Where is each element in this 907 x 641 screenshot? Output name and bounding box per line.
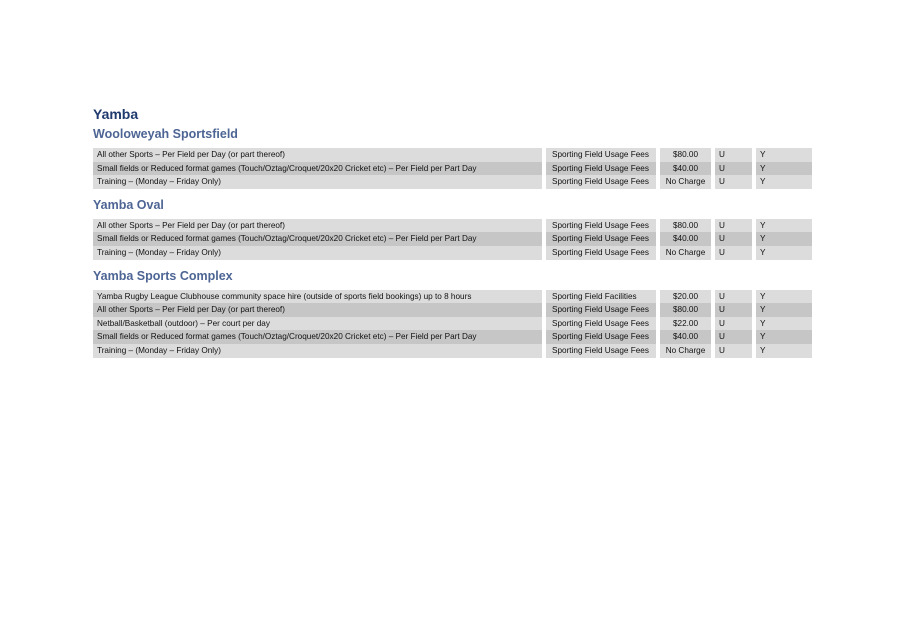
fee-code-y: Y (756, 317, 812, 331)
fee-description: Training – (Monday – Friday Only) (93, 175, 542, 189)
fee-code-u: U (715, 246, 752, 260)
fee-code-u: U (715, 303, 752, 317)
fee-code-u: U (715, 290, 752, 304)
fee-description: All other Sports – Per Field per Day (or part thereof) (93, 303, 542, 317)
fee-code-y: Y (756, 344, 812, 358)
fee-amount: $20.00 (660, 290, 711, 304)
fee-description: Small fields or Reduced format games (Touch/Oztag/Croquet/20x20 Cricket etc) – Per Field per Part Day (93, 162, 542, 176)
fee-category: Sporting Field Usage Fees (546, 344, 656, 358)
fee-category: Sporting Field Usage Fees (546, 219, 656, 233)
fee-code-y: Y (756, 232, 812, 246)
fee-amount: $40.00 (660, 330, 711, 344)
fee-description: Training – (Monday – Friday Only) (93, 344, 542, 358)
fee-category: Sporting Field Usage Fees (546, 232, 656, 246)
fee-code-y: Y (756, 219, 812, 233)
fee-code-y: Y (756, 162, 812, 176)
fee-amount: $80.00 (660, 219, 711, 233)
fee-table (89, 290, 816, 358)
table-row (93, 303, 812, 317)
fee-category: Sporting Field Usage Fees (546, 317, 656, 331)
fee-description: Small fields or Reduced format games (Touch/Oztag/Croquet/20x20 Cricket etc) – Per Field per Part Day (93, 330, 542, 344)
fee-code-u: U (715, 219, 752, 233)
fee-category: Sporting Field Facilities (546, 290, 656, 304)
fee-code-y: Y (756, 303, 812, 317)
table-row (93, 317, 812, 331)
table-row (93, 330, 812, 344)
fee-code-y: Y (756, 330, 812, 344)
fee-amount: $40.00 (660, 162, 711, 176)
fee-code-u: U (715, 317, 752, 331)
fee-code-y: Y (756, 246, 812, 260)
table-row (93, 219, 812, 233)
fee-code-u: U (715, 148, 752, 162)
table-row (93, 175, 812, 189)
fee-amount: No Charge (660, 175, 711, 189)
table-row (93, 148, 812, 162)
section-title: Yamba Oval (93, 197, 164, 212)
fee-amount: $80.00 (660, 303, 711, 317)
table-row (93, 344, 812, 358)
fee-category: Sporting Field Usage Fees (546, 246, 656, 260)
fee-description: Yamba Rugby League Clubhouse community space hire (outside of sports field bookings) up to 8 hours (93, 290, 542, 304)
fee-schedule (93, 106, 805, 358)
table-row (93, 246, 812, 260)
fee-amount: $40.00 (660, 232, 711, 246)
fee-code-u: U (715, 344, 752, 358)
fee-table (89, 219, 816, 260)
fee-description: All other Sports – Per Field per Day (or part thereof) (93, 148, 542, 162)
table-row (93, 162, 812, 176)
fee-code-y: Y (756, 175, 812, 189)
fee-category: Sporting Field Usage Fees (546, 303, 656, 317)
fee-description: Training – (Monday – Friday Only) (93, 246, 542, 260)
fee-amount: No Charge (660, 344, 711, 358)
fee-description: Small fields or Reduced format games (Touch/Oztag/Croquet/20x20 Cricket etc) – Per Field per Part Day (93, 232, 542, 246)
fee-amount: $22.00 (660, 317, 711, 331)
table-row (93, 290, 812, 304)
fee-amount: $80.00 (660, 148, 711, 162)
fee-description: All other Sports – Per Field per Day (or part thereof) (93, 219, 542, 233)
fee-category: Sporting Field Usage Fees (546, 330, 656, 344)
fee-code-y: Y (756, 290, 812, 304)
section-title: Wooloweyah Sportsfield (93, 127, 238, 141)
fee-code-u: U (715, 330, 752, 344)
fee-description: Netball/Basketball (outdoor) – Per court per day (93, 317, 542, 331)
fee-category: Sporting Field Usage Fees (546, 175, 656, 189)
fee-table (89, 148, 816, 189)
fee-amount: No Charge (660, 246, 711, 260)
fee-category: Sporting Field Usage Fees (546, 162, 656, 176)
fee-code-u: U (715, 175, 752, 189)
section-title: Yamba Sports Complex (93, 268, 233, 283)
fee-category: Sporting Field Usage Fees (546, 148, 656, 162)
page-title: Yamba (93, 106, 139, 122)
fee-code-u: U (715, 232, 752, 246)
fee-code-u: U (715, 162, 752, 176)
table-row (93, 232, 812, 246)
fee-code-y: Y (756, 148, 812, 162)
